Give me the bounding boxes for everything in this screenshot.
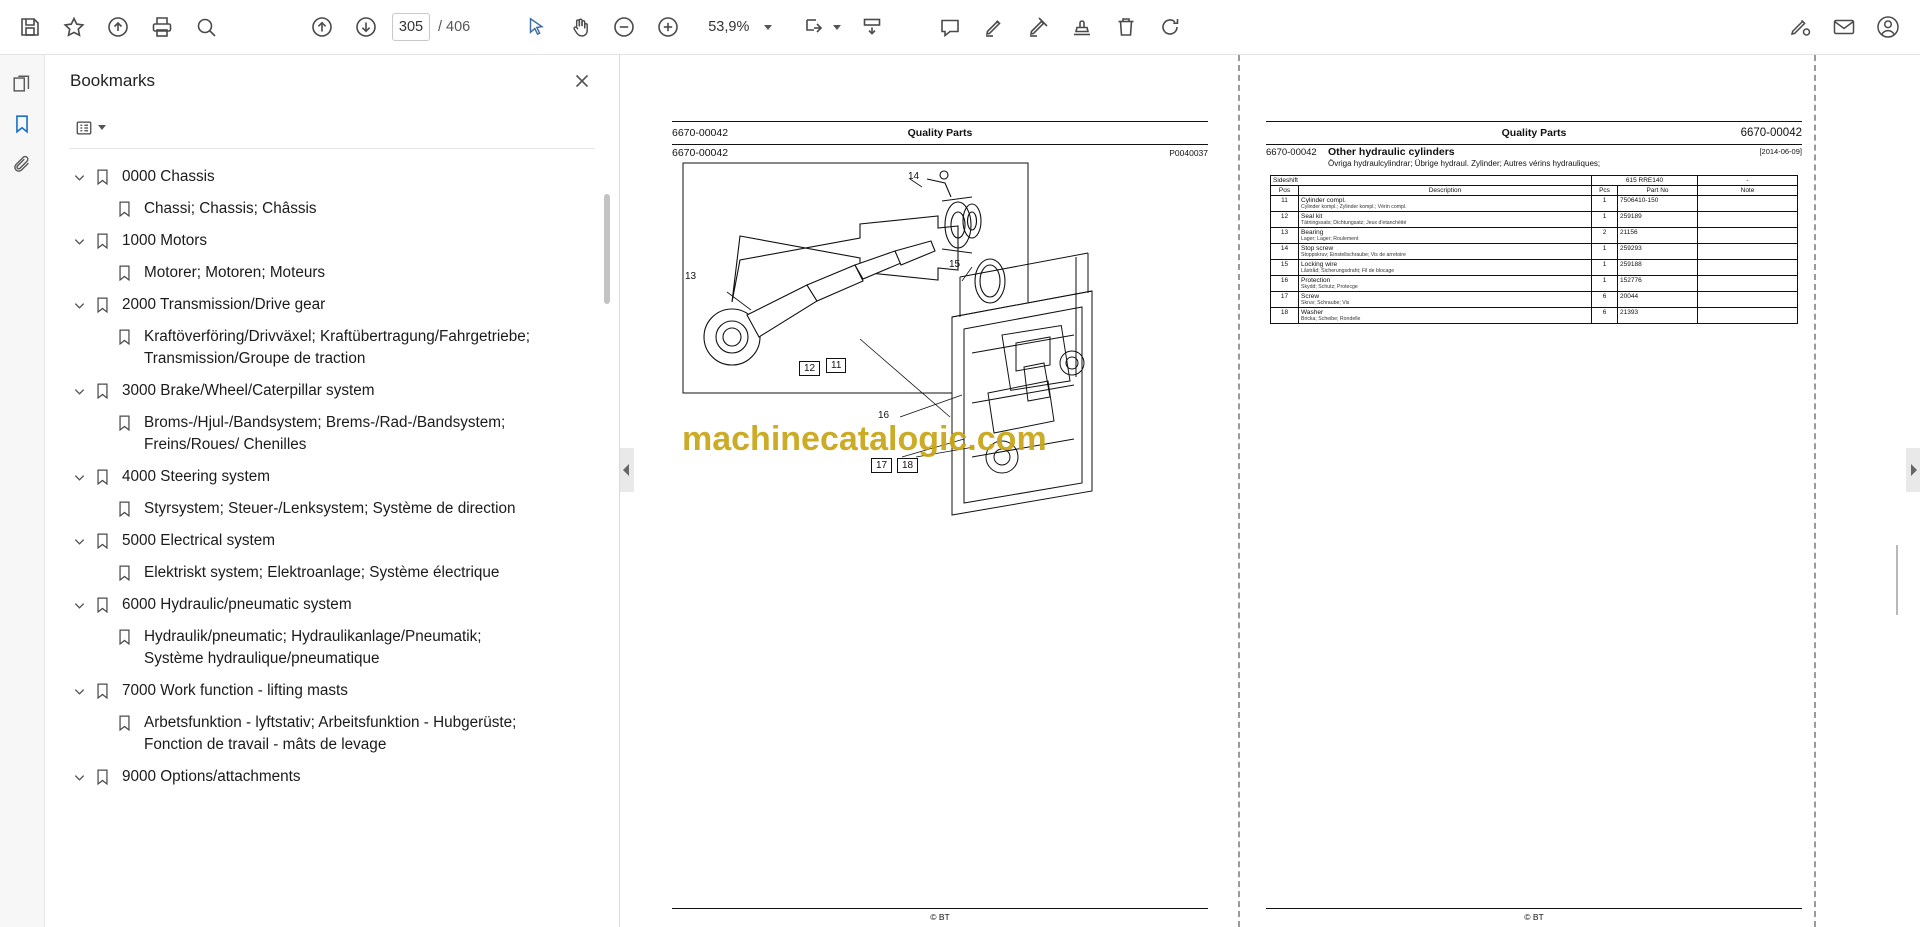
right-page-title: Other hydraulic cylinders — [1328, 146, 1455, 158]
parts-table-column-header: Note — [1698, 186, 1798, 196]
part-pos: 13 — [1271, 228, 1299, 244]
chevron-down-icon[interactable] — [70, 380, 88, 402]
bookmark-icon — [114, 198, 134, 220]
part-pos: 11 — [1271, 196, 1299, 212]
part-description-translations: Skydd; Schutz; Protecge — [1301, 284, 1358, 290]
bookmarks-subtoolbar — [70, 107, 595, 149]
part-description-primary: Stop screw — [1301, 245, 1334, 252]
current-page-value: 305 — [398, 19, 424, 35]
expand-right-panel-handle[interactable] — [1906, 448, 1920, 492]
callout-14: 14 — [908, 171, 920, 182]
table-row — [1271, 244, 1798, 260]
delete-button[interactable] — [1104, 5, 1148, 49]
table-row — [1271, 308, 1798, 324]
parts-table-header-row — [1271, 186, 1798, 196]
bookmark-label[interactable]: 9000 Options/attachments — [122, 768, 301, 785]
bookmark-label[interactable]: 5000 Electrical system — [122, 532, 276, 549]
part-description — [1299, 228, 1592, 244]
chevron-down-icon[interactable] — [70, 766, 88, 788]
bookmark-item[interactable] — [70, 321, 609, 375]
part-description-primary: Locking wire — [1301, 261, 1338, 268]
bookmark-item[interactable] — [70, 557, 609, 589]
bookmark-label[interactable]: Arbetsfunktion - lyftstativ; Arbeitsfunktion - Hubgerüste; Fonction de travail - mâts de levage — [144, 714, 517, 753]
bookmark-icon — [114, 626, 134, 648]
parts-table-group-row — [1271, 176, 1798, 186]
table-row — [1271, 276, 1798, 292]
table-row — [1271, 196, 1798, 212]
part-note — [1698, 276, 1798, 292]
bookmark-item[interactable] — [70, 407, 609, 461]
callout-15: 15 — [949, 259, 961, 270]
bookmark-label[interactable]: 2000 Transmission/Drive gear — [122, 296, 326, 313]
bookmarks-scrollbar[interactable] — [604, 161, 610, 917]
group-label: Sideshift — [1271, 176, 1592, 186]
edit-pdf-button[interactable] — [1778, 5, 1822, 49]
right-page-doc-number: 6670-00042 — [1266, 147, 1317, 158]
close-icon[interactable] — [569, 68, 595, 94]
part-pcs: 1 — [1592, 260, 1618, 276]
bookmark-icon — [92, 530, 112, 552]
bookmark-icon — [114, 326, 134, 348]
chevron-down-icon[interactable] — [70, 294, 88, 316]
sidebar-item-attachments[interactable] — [5, 147, 39, 181]
parts-table-column-header: Part No — [1618, 186, 1698, 196]
chevron-down-icon[interactable] — [70, 594, 88, 616]
chevron-down-icon[interactable] — [70, 530, 88, 552]
part-pcs: 1 — [1592, 276, 1618, 292]
table-row — [1271, 260, 1798, 276]
part-description-translations: Cylinder kompl.; Zylinder kompl.; Vérin compl. — [1301, 204, 1407, 210]
part-description — [1299, 196, 1592, 212]
part-pos: 15 — [1271, 260, 1299, 276]
bookmark-item[interactable] — [70, 257, 609, 289]
right-page-header-title: Quality Parts — [1501, 127, 1567, 139]
bookmark-label[interactable]: Motorer; Motoren; Moteurs — [144, 264, 326, 281]
bookmark-item[interactable] — [70, 675, 609, 707]
bookmark-icon — [114, 712, 134, 734]
part-pos: 18 — [1271, 308, 1299, 324]
bookmark-icon — [92, 466, 112, 488]
bookmark-item[interactable] — [70, 525, 609, 557]
part-pcs: 6 — [1592, 308, 1618, 324]
left-rail — [0, 55, 45, 927]
part-number: 259189 — [1618, 212, 1698, 228]
bookmark-icon — [92, 166, 112, 188]
right-page-footer: © BT — [1524, 912, 1544, 922]
bookmark-item[interactable] — [70, 161, 609, 193]
parts-table-column-header: Description — [1299, 186, 1592, 196]
part-pcs: 2 — [1592, 228, 1618, 244]
part-description — [1299, 244, 1592, 260]
parts-table-column-header: Pcs — [1592, 186, 1618, 196]
zoom-level-dropdown[interactable] — [700, 12, 776, 42]
document-viewer[interactable] — [634, 55, 1906, 927]
part-description-primary: Washer — [1301, 309, 1324, 316]
part-description-translations: Skruv; Schraube; Vis — [1301, 300, 1350, 306]
right-page-subtitle: Övriga hydraulcylindrar; Übrige hydraul. Zylinder; Autres vérins hydrauliques; — [1328, 159, 1601, 168]
part-pos: 16 — [1271, 276, 1299, 292]
group-code: 615 RRE140 — [1592, 176, 1698, 186]
parts-table-column-header: Pos — [1271, 186, 1299, 196]
bookmark-icon — [92, 230, 112, 252]
part-number: 152776 — [1618, 276, 1698, 292]
bookmark-icon — [114, 262, 134, 284]
bookmark-label[interactable]: Broms-/Hjul-/Bandsystem; Brems-/Rad-/Bandsystem; Freins/Roues/ Chenilles — [144, 414, 506, 453]
bookmark-icon — [92, 380, 112, 402]
part-description-primary: Screw — [1301, 293, 1320, 300]
left-page-header-number: 6670-00042 — [672, 127, 729, 139]
callout-17: 17 — [871, 458, 892, 473]
callout-11: 11 — [826, 358, 846, 373]
bookmark-label[interactable]: Elektriskt system; Elektroanlage; Système électrique — [144, 564, 500, 581]
bookmark-item[interactable] — [70, 589, 609, 621]
chevron-down-icon — [98, 125, 106, 130]
favorite-button[interactable] — [52, 5, 96, 49]
bookmark-label[interactable]: Hydraulik/pneumatic; Hydraulikanlage/Pneumatik; Système hydraulique/pneumatique — [144, 628, 482, 667]
part-number: 21393 — [1618, 308, 1698, 324]
part-number: 7506410-150 — [1618, 196, 1698, 212]
upload-button[interactable] — [96, 5, 140, 49]
right-page-header-number: 6670-00042 — [1740, 127, 1802, 139]
callout-16: 16 — [878, 410, 890, 421]
part-pcs: 1 — [1592, 244, 1618, 260]
bookmarks-list[interactable] — [46, 149, 619, 927]
page-number-input[interactable] — [392, 13, 430, 41]
part-description-translations: Tätningssats; Dichtungsatz; Jeux d'etanchéité — [1301, 220, 1407, 226]
part-description — [1299, 260, 1592, 276]
vertical-scroll-indicator[interactable] — [1896, 545, 1898, 615]
left-page-header-title: Quality Parts — [907, 127, 973, 139]
part-description-primary: Protection — [1301, 277, 1331, 284]
bookmark-item[interactable] — [70, 461, 609, 493]
chevron-down-icon[interactable] — [70, 166, 88, 188]
part-number: 259188 — [1618, 260, 1698, 276]
page-divider — [1238, 55, 1240, 927]
left-page-drawing-code: P0040037 — [1169, 148, 1208, 158]
scroll-mode-button[interactable] — [850, 5, 894, 49]
bookmark-item[interactable] — [70, 761, 609, 793]
bookmarks-scroll-thumb[interactable] — [604, 194, 610, 304]
page-divider-right — [1814, 55, 1816, 927]
comment-button[interactable] — [928, 5, 972, 49]
bookmark-options-button[interactable] — [70, 114, 111, 142]
right-page-date: [2014-06-09] — [1759, 147, 1802, 156]
find-button[interactable] — [184, 5, 228, 49]
chevron-down-icon[interactable] — [70, 466, 88, 488]
callout-13: 13 — [685, 271, 697, 282]
print-button[interactable] — [140, 5, 184, 49]
parts-table — [1270, 175, 1798, 324]
bookmark-label[interactable]: 7000 Work function - lifting masts — [122, 682, 348, 699]
part-number: 21156 — [1618, 228, 1698, 244]
bookmarks-panel — [46, 55, 620, 927]
bookmark-label[interactable]: 0000 Chassis — [122, 168, 215, 185]
select-tool-button[interactable] — [514, 5, 558, 49]
part-note — [1698, 260, 1798, 276]
part-description-translations: Låstråd; Sicherungsdraht; Fil de blocage — [1301, 268, 1395, 274]
rotate-button[interactable] — [1148, 5, 1192, 49]
next-page-button[interactable] — [344, 5, 388, 49]
part-description — [1299, 276, 1592, 292]
document-page-left — [672, 65, 1208, 927]
part-description-primary: Seal kit — [1301, 213, 1323, 220]
chevron-down-icon[interactable] — [70, 680, 88, 702]
part-pos: 12 — [1271, 212, 1299, 228]
part-description-translations: Bricka; Scheibe; Rondelle — [1301, 316, 1361, 322]
part-note — [1698, 212, 1798, 228]
bookmark-icon — [92, 680, 112, 702]
part-note — [1698, 196, 1798, 212]
bookmark-icon — [114, 412, 134, 434]
part-description-translations: Lager; Lager; Roulement — [1301, 236, 1359, 242]
part-description — [1299, 212, 1592, 228]
previous-page-button[interactable] — [300, 5, 344, 49]
table-row — [1271, 212, 1798, 228]
sidebar-item-pages[interactable] — [5, 67, 39, 101]
part-description — [1299, 292, 1592, 308]
bookmark-item[interactable] — [70, 375, 609, 407]
total-pages: 406 — [446, 19, 471, 35]
callout-12: 12 — [799, 361, 820, 376]
chevron-down-icon — [764, 25, 772, 30]
chevron-down-icon[interactable] — [70, 230, 88, 252]
bookmark-item[interactable] — [70, 225, 609, 257]
bookmarks-header — [46, 55, 619, 107]
table-row — [1271, 228, 1798, 244]
bookmark-label[interactable]: 4000 Steering system — [122, 468, 270, 485]
part-description-translations: Stoppskruv; Einstellschraube; Vis de arretoire — [1301, 252, 1406, 258]
save-button[interactable] — [8, 5, 52, 49]
highlight-button[interactable] — [972, 5, 1016, 49]
part-pcs: 6 — [1592, 292, 1618, 308]
page-separator: / — [438, 19, 443, 35]
callout-18: 18 — [897, 458, 918, 473]
part-note — [1698, 228, 1798, 244]
stamp-button[interactable] — [1060, 5, 1104, 49]
document-page-right — [1266, 65, 1802, 927]
account-button[interactable] — [1866, 5, 1910, 49]
mail-button[interactable] — [1822, 5, 1866, 49]
bookmark-label[interactable]: Kraftöverföring/Drivväxel; Kraftübertragung/Fahrgetriebe; Transmission/Groupe de traction — [144, 328, 531, 367]
part-description-primary: Cylinder compl. — [1301, 197, 1346, 204]
bookmark-label[interactable]: Chassi; Chassis; Châssis — [144, 200, 317, 217]
part-pos: 17 — [1271, 292, 1299, 308]
collapse-sidebar-handle[interactable] — [620, 448, 634, 492]
part-note — [1698, 244, 1798, 260]
bookmark-item[interactable] — [70, 707, 609, 761]
left-page-footer: © BT — [930, 912, 950, 922]
bookmark-item[interactable] — [70, 493, 609, 525]
part-pcs: 1 — [1592, 196, 1618, 212]
bookmark-label[interactable]: 1000 Motors — [122, 232, 208, 249]
left-page-subheader-number: 6670-00042 — [672, 147, 729, 159]
bookmark-label[interactable]: Styrsystem; Steuer-/Lenksystem; Système de direction — [144, 500, 516, 517]
bookmark-icon — [114, 498, 134, 520]
pan-tool-button[interactable] — [558, 5, 602, 49]
bookmark-item[interactable] — [70, 193, 609, 225]
sidebar-item-bookmarks[interactable] — [5, 107, 39, 141]
zoom-out-button[interactable] — [602, 5, 646, 49]
part-note — [1698, 308, 1798, 324]
bookmark-label[interactable]: 3000 Brake/Wheel/Caterpillar system — [122, 382, 375, 399]
erase-annotation-button[interactable] — [1016, 5, 1060, 49]
part-note — [1698, 292, 1798, 308]
bookmark-icon — [92, 594, 112, 616]
zoom-in-button[interactable] — [646, 5, 690, 49]
watermark: machinecatalogic.com — [682, 420, 1047, 458]
bookmarks-title: Bookmarks — [70, 71, 156, 90]
part-description — [1299, 308, 1592, 324]
bookmark-label[interactable]: 6000 Hydraulic/pneumatic system — [122, 596, 352, 613]
group-extra: - — [1698, 176, 1798, 186]
bookmark-icon — [114, 562, 134, 584]
part-number: 20044 — [1618, 292, 1698, 308]
main-toolbar — [0, 0, 1920, 55]
part-pos: 14 — [1271, 244, 1299, 260]
bookmark-item[interactable] — [70, 289, 609, 321]
part-pcs: 1 — [1592, 212, 1618, 228]
bookmark-icon — [92, 766, 112, 788]
chevron-down-icon — [833, 25, 841, 30]
part-number: 259293 — [1618, 244, 1698, 260]
table-row — [1271, 292, 1798, 308]
bookmark-item[interactable] — [70, 621, 609, 675]
part-description-primary: Bearing — [1301, 229, 1324, 236]
zoom-level-value: 53,9% — [708, 19, 750, 35]
fit-page-button[interactable] — [794, 5, 850, 49]
bookmark-icon — [92, 294, 112, 316]
